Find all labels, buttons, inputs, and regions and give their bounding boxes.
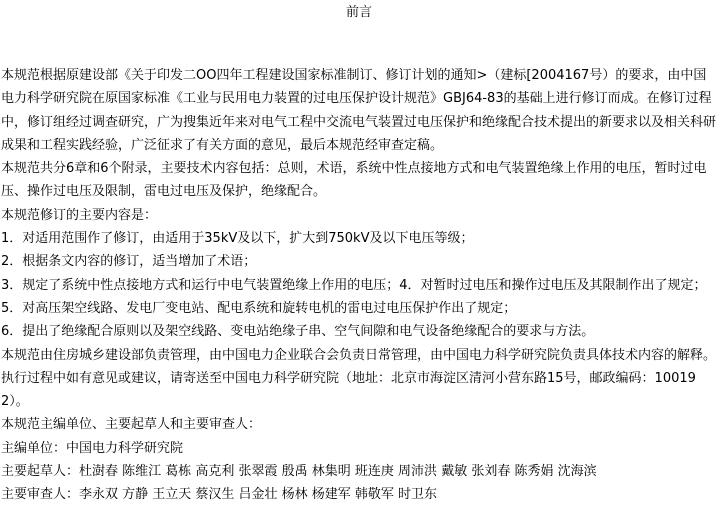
list-item-revision-1: 1．对适用范围作了修订，由适用于35kV及以下，扩大到750kV及以下电压等级； [1,231,474,247]
paragraph-contents-overview: 本规范共分6章和6个附录，主要技术内容包括：总则，术语，系统中性点接地方式和电气装置绝缘上作用的电压，暂时过电压、操作过电压及限制，雷电过电压及保护，绝缘配合。 [1,161,707,200]
paragraph-revision-intro: 本规范修订的主要内容是： [1,207,158,223]
main-reviewers: 主要审查人：李永双 方静 王立天 蔡汉生 吕金壮 杨林 杨建军 韩敬军 时卫东 [1,487,438,503]
list-item-revision-6: 6．提出了绝缘配合原则以及架空线路、变电站绝缘子串、空气间隙和电气设备绝缘配合的要求与方法。 [1,324,595,340]
paragraph-background: 本规范根据原建设部《关于印发二OO四年工程建设国家标准制订、修订计划的通知>（建标[2004167号）的要求，由中国电力科学研究院在原国家标准《工业与民用电力装置的过电压保护设计规范》GBJ64-83的基础上进行修订而成。在修订过程中，修订组经过调查研究，广为搜集近年来对电气工程中交流电气装置过电压保护和绝缘配合技术提出的新要求以及相关科研成果和工程实践经验，广泛征求了有关方面的意见，最后本规范经审查定稿。 [1,68,717,153]
list-item-revision-2: 2．根据条文内容的修订，适当增加了术语； [1,254,257,270]
page-title: 前言 [345,5,372,20]
chief-editor-unit: 主编单位：中国电力科学研究院 [1,440,184,456]
list-item-revision-3-4: 3．规定了系统中性点接地方式和运行中电气装置绝缘上作用的电压；4．对暂时过电压和操作过电压及其限制作出了规定； [1,277,707,293]
list-item-revision-5: 5．对高压架空线路、发电厂变电站、配电系统和旋转电机的雷电过电压保护作出了规定； [1,300,517,316]
paragraph-contributors-intro: 本规范主编单位、主要起草人和主要审查人： [1,417,262,433]
paragraph-management: 本规范由住房城乡建设部负责管理，由中国电力企业联合会负责日常管理，由中国电力科学研究院负责具体技术内容的解释。执行过程中如有意见或建议，请寄送至中国电力科学研究院（地址：北京市海淀区清河小营东路15号，邮政编码：100192）。 [1,347,717,410]
main-drafters: 主要起草人：杜澍春 陈维江 葛栋 高克利 张翠霞 殷禹 林集明 班连庚 周沛洪 戴敏 张刘春 陈秀娟 沈海滨 [1,464,597,480]
document-body [1,64,717,507]
